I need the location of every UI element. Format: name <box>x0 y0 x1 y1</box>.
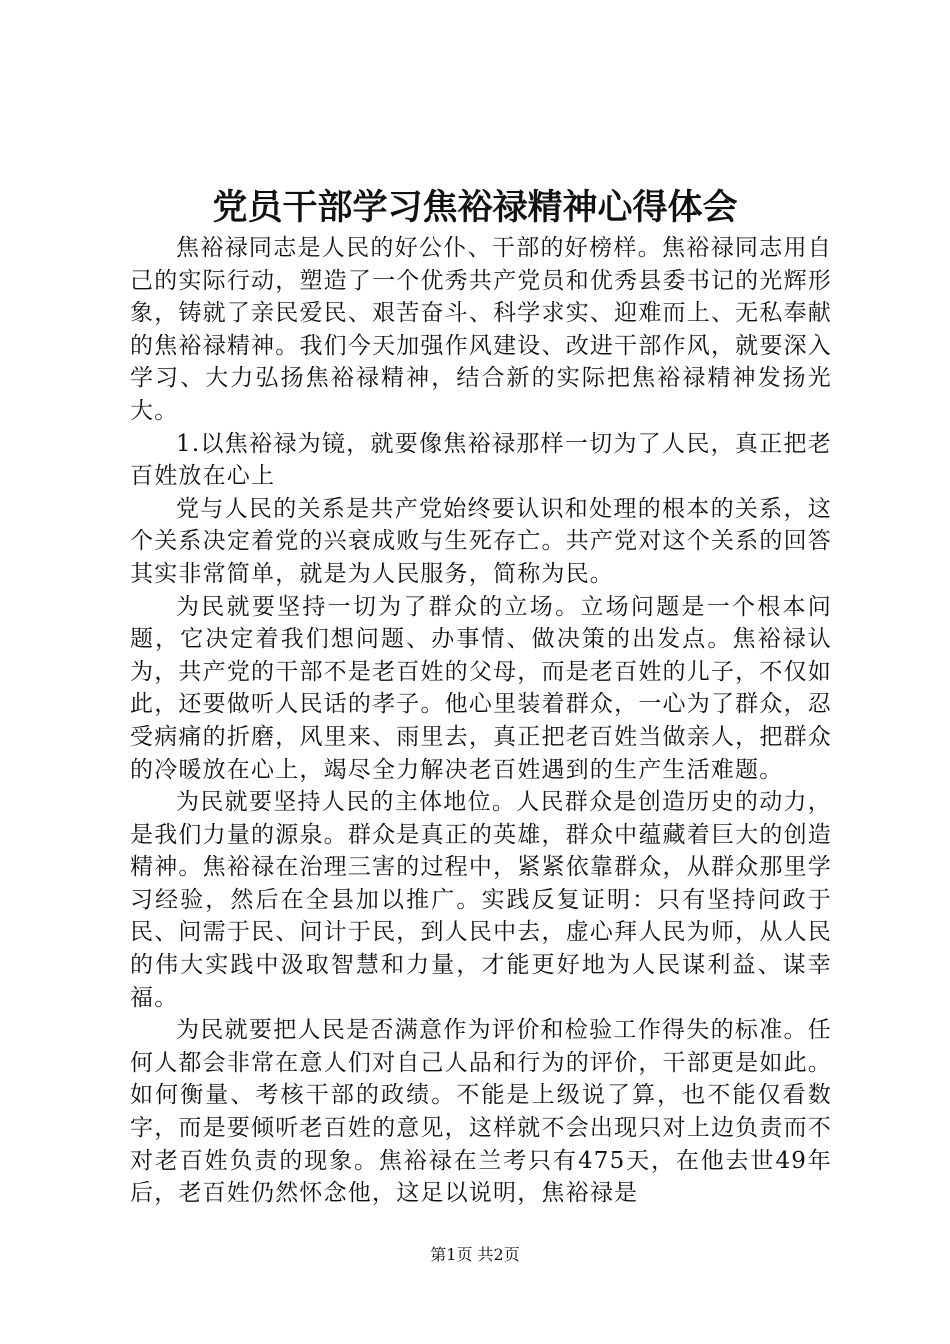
paragraph-subject-status: 为民就要坚持人民的主体地位。人民群众是创造历史的动力，是我们力量的源泉。群众是真正的英雄，群众中蕴藏着巨大的创造精神。焦裕禄在治理三害的过程中，紧紧依靠群众，从群众那里学习经验，然后在全县加以推广。实践反复证明：只有坚持问政于民、问需于民、问计于民，到人民中去，虚心拜人民为师，从人民的伟大实践中汲取智慧和力量，才能更好地为人民谋利益、谋幸福。 <box>130 789 832 1011</box>
document-body <box>130 232 832 1210</box>
paragraph-stance: 为民就要坚持一切为了群众的立场。立场问题是一个根本问题，它决定着我们想问题、办事情、做决策的出发点。焦裕禄认为，共产党的干部不是老百姓的父母，而是老百姓的儿子，不仅如此，还要做听人民话的孝子。他心里装着群众，一心为了群众，忍受病痛的折磨，风里来、雨里去，真正把老百姓当做亲人，把群众的冷暖放在心上，竭尽全力解决老百姓遇到的生产生活难题。 <box>130 593 832 783</box>
section-heading-1: 1.以焦裕禄为镜，就要像焦裕禄那样一切为了人民，真正把老百姓放在心上 <box>130 430 832 490</box>
paragraph-party-people: 党与人民的关系是共产党始终要认识和处理的根本的关系，这个关系决定着党的兴衰成败与生死存亡。共产党对这个关系的回答其实非常简单，就是为人民服务，简称为民。 <box>130 495 832 587</box>
document-title: 党员干部学习焦裕禄精神心得体会 <box>212 187 738 228</box>
page-number: 第1页 共2页 <box>430 1245 520 1264</box>
paragraph-intro: 焦裕禄同志是人民的好公仆、干部的好榜样。焦裕禄同志用自己的实际行动，塑造了一个优秀共产党员和优秀县委书记的光辉形象，铸就了亲民爱民、艰苦奋斗、科学求实、迎难而上、无私奉献的焦裕禄精神。我们今天加强作风建设、改进干部作风，就要深入学习、大力弘扬焦裕禄精神，结合新的实际把焦裕禄精神发扬光大。 <box>130 235 832 424</box>
paragraph-evaluation-standard: 为民就要把人民是否满意作为评价和检验工作得失的标准。任何人都会非常在意人们对自己人品和行为的评价，干部更是如此。如何衡量、考核干部的政绩。不能是上级说了算，也不能仅看数字，而是要倾听老百姓的意见，这样就不会出现只对上边负责而不对老百姓负责的现象。焦裕禄在兰考只有475天，在他去世49年后，老百姓仍然怀念他，这足以说明，焦裕禄是 <box>130 1017 832 1207</box>
